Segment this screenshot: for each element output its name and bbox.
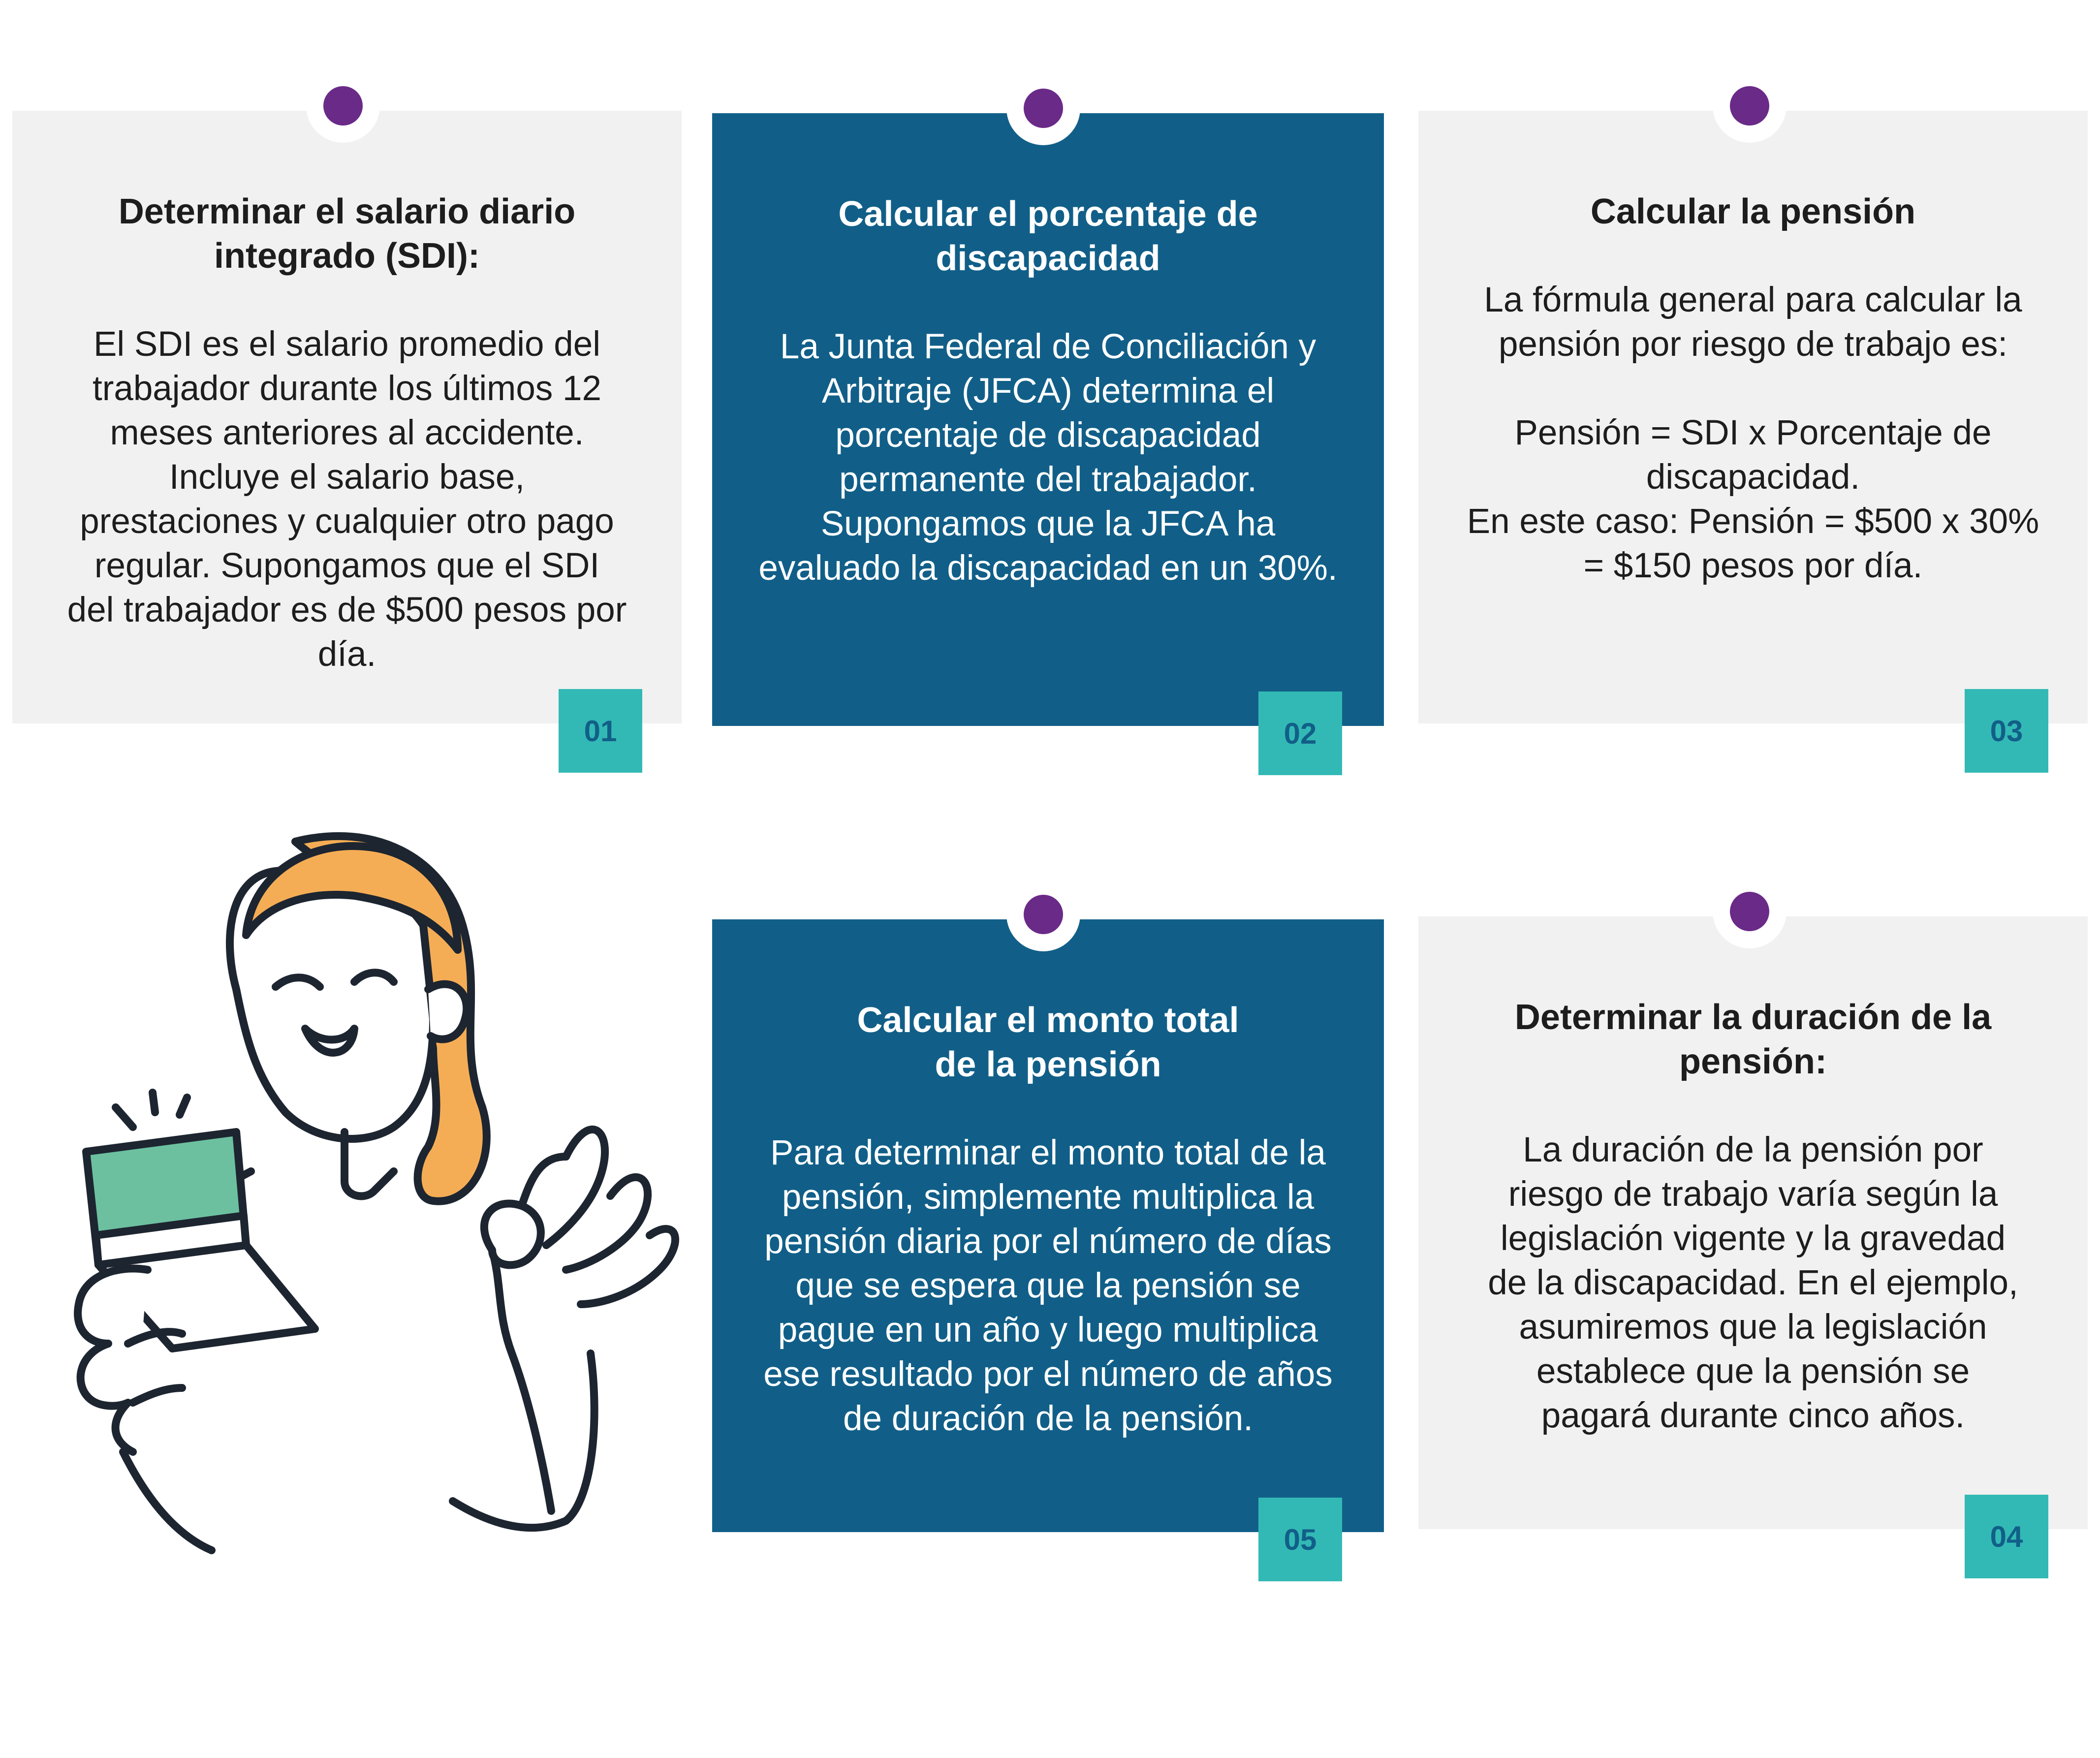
step-body-04: La duración de la pensión por riesgo de trabajo varía según la legislación vigente y la gravedad de la discapacidad. En el ejemplo, asumiremos que la legislación establece que la pensión se pagará durante cinco años.	[1488, 1130, 2018, 1435]
pin-marker-03	[1713, 69, 1787, 143]
step-number-badge-03: 03	[1965, 689, 2048, 773]
step-title-05: Calcular el monto total de la pensión	[857, 1001, 1239, 1084]
step-title-04: Determinar la duración de la pensión:	[1514, 998, 1992, 1081]
step-card-04	[1418, 916, 2088, 1529]
step-title-01: Determinar el salario diario integrado (SDI):	[118, 192, 576, 276]
step-body-03: La fórmula general para calcular la pensión por riesgo de trabajo es: Pensión = SDI x Porcentaje de discapacidad. En este caso: Pensión = $500 x 30% = $150 pesos por día.	[1467, 281, 2039, 585]
step-body-01: El SDI es el salario promedio del trabajador durante los últimos 12 meses anteriores al accidente. Incluye el salario base, prestaciones y cualquier otro pago regular. Supongamos que el SDI del trabajador es de $500 pesos por día.	[67, 325, 627, 674]
step-number-badge-05: 05	[1258, 1498, 1342, 1581]
step-title-02: Calcular el porcentaje de discapacidad	[838, 194, 1258, 278]
step-body-05: Para determinar el monto total de la pensión, simplemente multiplica la pensión diaria por el número de días que se espera que la pensión se pague en un año y luego multiplica ese resultado por el número de años de duración de la pensión.	[763, 1133, 1333, 1438]
pin-marker-05	[1006, 878, 1080, 951]
step-card-02	[712, 113, 1384, 726]
step-card-01	[12, 111, 682, 723]
pin-marker-04	[1713, 875, 1787, 948]
step-card-05	[712, 919, 1384, 1532]
step-number-badge-04: 04	[1965, 1495, 2048, 1578]
pin-marker-01	[306, 69, 380, 143]
step-body-02: La Junta Federal de Conciliación y Arbitraje (JFCA) determina el porcentaje de discapacidad permanente del trabajador. Supongamos que la JFCA ha evaluado la discapacidad en un 30%.	[758, 327, 1338, 588]
step-number-badge-02: 02	[1258, 691, 1342, 775]
pin-marker-02	[1006, 71, 1080, 145]
step-title-03: Calcular la pensión	[1590, 192, 1916, 231]
step-card-03	[1418, 111, 2088, 723]
ok-gesture-hand	[484, 1130, 675, 1511]
step-number-badge-01: 01	[559, 689, 642, 773]
woman-illustration	[0, 812, 699, 1600]
